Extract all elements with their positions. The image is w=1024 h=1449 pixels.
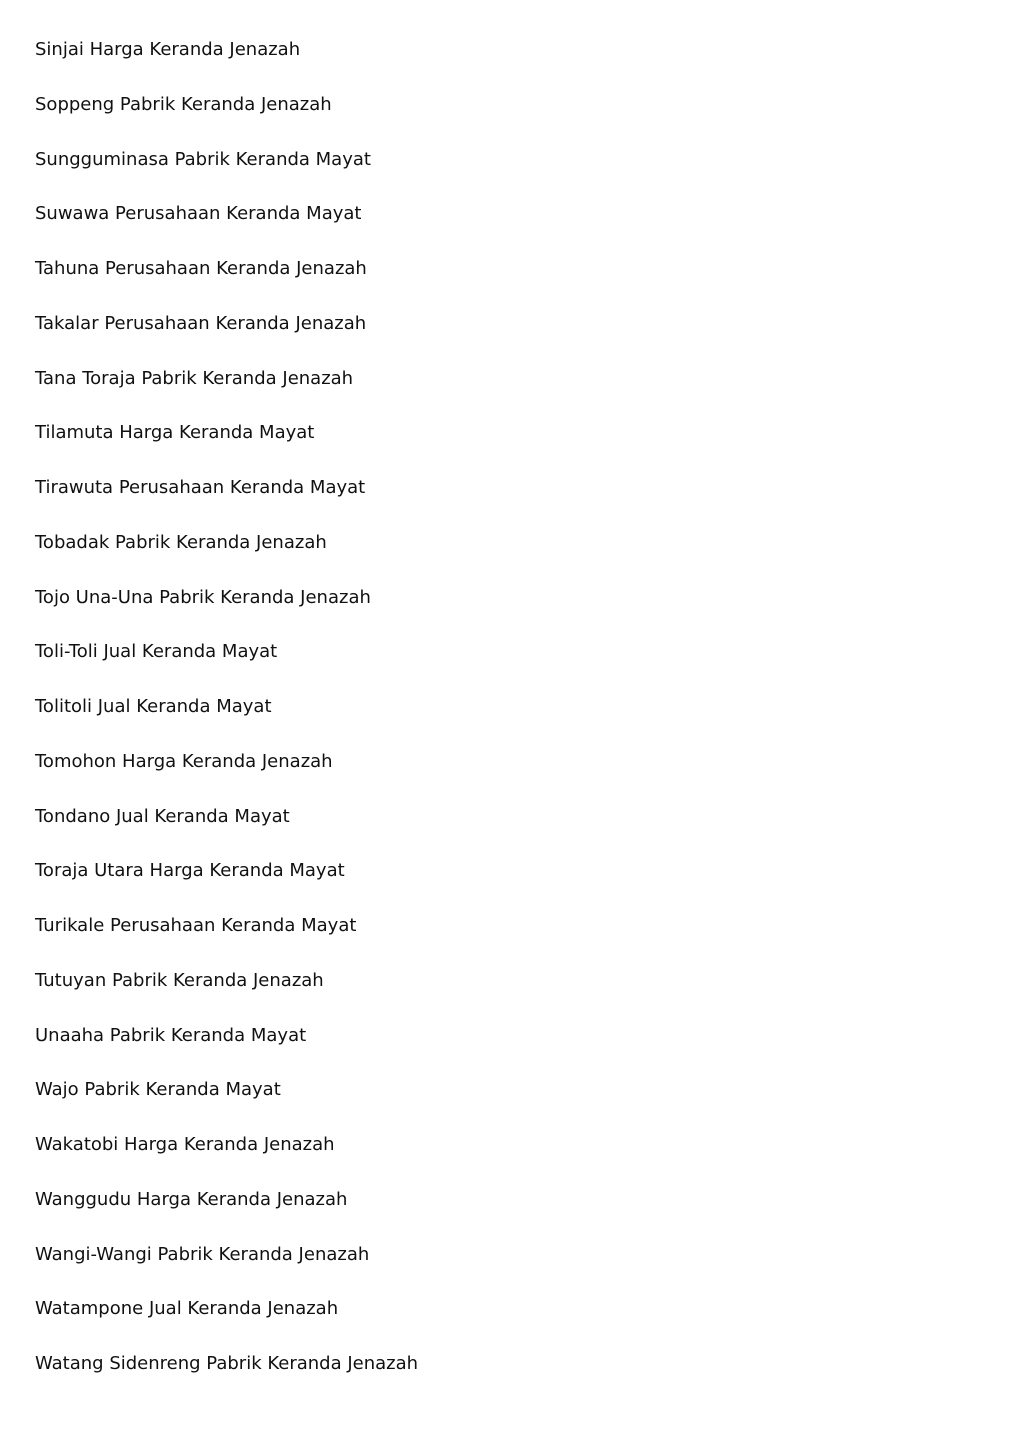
list-item: Toraja Utara Harga Keranda Mayat bbox=[35, 860, 345, 882]
list-item: Tirawuta Perusahaan Keranda Mayat bbox=[35, 477, 366, 498]
list-item: Wangi-Wangi Pabrik Keranda Jenazah bbox=[35, 1243, 370, 1265]
list-item: Tomohon Harga Keranda Jenazah bbox=[35, 750, 333, 772]
list-item: Watang Sidenreng Pabrik Keranda Jenazah bbox=[35, 1353, 419, 1374]
list-item: Turikale Perusahaan Keranda Mayat bbox=[35, 915, 357, 936]
list-item: Tolitoli Jual Keranda Mayat bbox=[35, 696, 272, 717]
list-item: Tana Toraja Pabrik Keranda Jenazah bbox=[35, 367, 354, 389]
list-item: Tilamuta Harga Keranda Mayat bbox=[35, 422, 315, 444]
list-item: Watampone Jual Keranda Jenazah bbox=[35, 1298, 339, 1320]
list-item: Tobadak Pabrik Keranda Jenazah bbox=[35, 531, 327, 553]
list-item: Tutuyan Pabrik Keranda Jenazah bbox=[35, 969, 324, 991]
list-item: Tahuna Perusahaan Keranda Jenazah bbox=[35, 258, 367, 279]
list-item: Takalar Perusahaan Keranda Jenazah bbox=[35, 312, 367, 334]
list-item: Wanggudu Harga Keranda Jenazah bbox=[35, 1188, 348, 1210]
list-item: Tondano Jual Keranda Mayat bbox=[35, 805, 290, 827]
list-item: Sinjai Harga Keranda Jenazah bbox=[35, 39, 301, 60]
list-item: Wakatobi Harga Keranda Jenazah bbox=[35, 1134, 335, 1155]
list-item: Suwawa Perusahaan Keranda Mayat bbox=[35, 203, 362, 225]
list-item: Wajo Pabrik Keranda Mayat bbox=[35, 1079, 281, 1101]
list-item: Sungguminasa Pabrik Keranda Mayat bbox=[35, 148, 371, 170]
list-item: Unaaha Pabrik Keranda Mayat bbox=[35, 1024, 307, 1046]
list-item: Tojo Una-Una Pabrik Keranda Jenazah bbox=[35, 586, 371, 608]
list-item: Toli-Toli Jual Keranda Mayat bbox=[35, 641, 278, 663]
list-item: Soppeng Pabrik Keranda Jenazah bbox=[35, 93, 332, 115]
location-list bbox=[35, 36, 418, 1405]
